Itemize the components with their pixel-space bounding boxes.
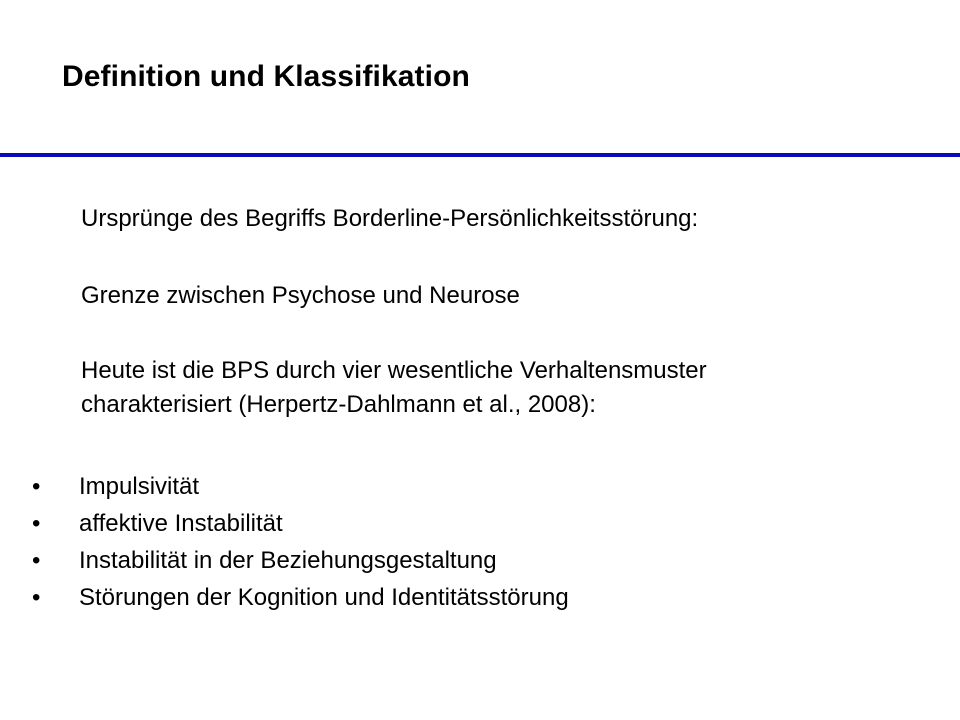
list-item-text: Instabilität in der Beziehungsgestaltung — [79, 547, 497, 574]
bullet-icon: • — [32, 584, 41, 611]
paragraph-characterization-line-2: charakterisiert (Herpertz-Dahlmann et al., 2008): — [81, 391, 596, 418]
list-item-text: Impulsivität — [79, 473, 200, 500]
bullet-icon: • — [32, 510, 41, 537]
list-item-text: affektive Instabilität — [79, 510, 283, 537]
bullet-icon: • — [32, 547, 41, 574]
paragraph-characterization — [81, 354, 707, 422]
title-divider — [0, 153, 960, 157]
paragraph-origins: Ursprünge des Begriffs Borderline-Persönlichkeitsstörung: — [81, 205, 699, 232]
bullet-icon: • — [32, 473, 41, 500]
paragraph-characterization-line-1: Heute ist die BPS durch vier wesentliche Verhaltensmuster — [81, 357, 707, 384]
paragraph-boundary: Grenze zwischen Psychose und Neurose — [81, 282, 520, 309]
slide-title: Definition und Klassifikation — [62, 60, 470, 93]
list-item-text: Störungen der Kognition und Identitätsstörung — [79, 584, 569, 611]
